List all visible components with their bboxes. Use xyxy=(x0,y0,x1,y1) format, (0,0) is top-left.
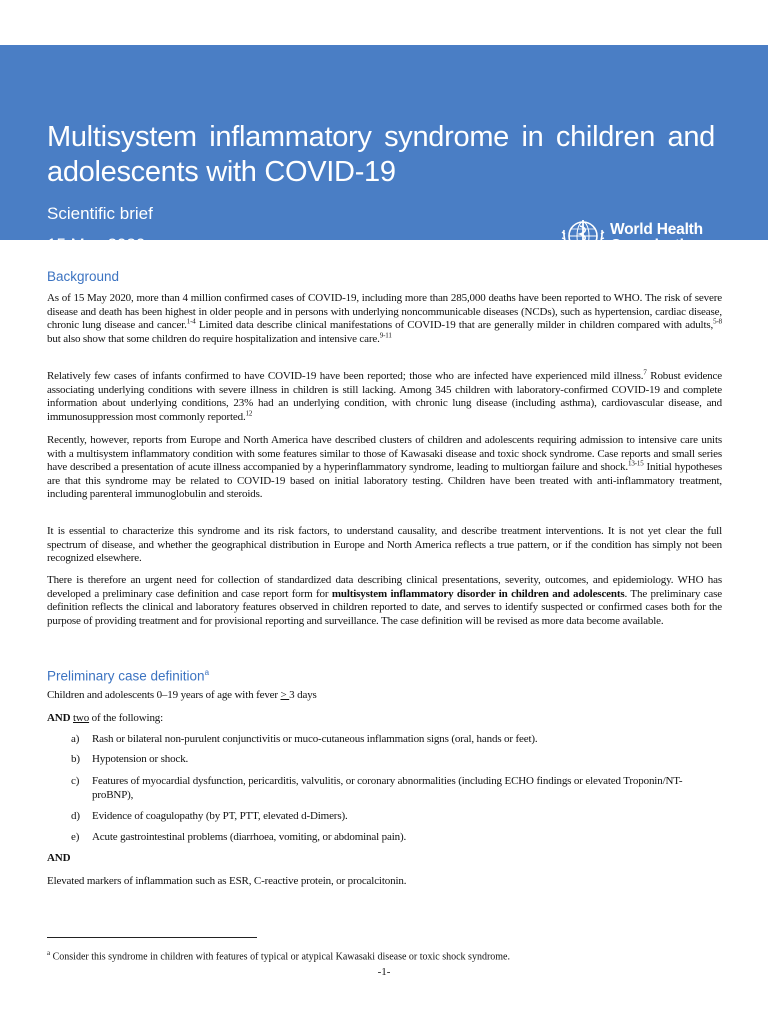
who-logo-text xyxy=(610,222,703,254)
logo-line-1: World Health xyxy=(610,221,703,238)
background-paragraph-5: There is therefore an urgent need for collection of standardized data describing clinical presentations, severity, outcomes, and epidemiology. WHO has developed a preliminary case definition and case report form for multisystem inflammatory disorder in children and adolescents. The preliminary case definition reflects the clinical and laboratory features observed in children reported to date, and serves to identify suspected or confirmed cases both for the purpose of providing treatment and for provisional reporting and surveillance. The case definition will be revised as more data become available. xyxy=(47,574,722,627)
background-paragraph-4: It is essential to characterize this syndrome and its risk factors, to understand causality, and describe treatment interventions. It is not yet clear the full spectrum of disease, and whether the geographical distribution in Europe and North America reflects a true pattern, or if the condition has simply not been recognized elsewhere. xyxy=(47,525,722,565)
who-logo xyxy=(561,217,703,259)
background-paragraph-1: As of 15 May 2020, more than 4 million confirmed cases of COVID-19, including more than 285,000 deaths have been reported to WHO. The risk of severe disease and death has been highest in older people and in persons with underlying noncommunicable diseases (NCDs), such as hypertension, cardiac disease, chronic lung disease and cancer.$^{1-4}$ Limited data describe clinical manifestations of COVID-19 that are generally milder in children compared with adults,$^{5-8}$ but also show that some children do require hospitalization and intensive care.$^{9-11}$ xyxy=(47,292,722,345)
logo-line-2: Organization xyxy=(610,237,703,254)
case-definition-age-fever: Children and adolescents 0–19 years of age with fever > 3 days xyxy=(47,689,317,701)
who-emblem-icon xyxy=(561,216,605,260)
background-paragraph-3: Recently, however, reports from Europe and North America have described clusters of children and adolescents requiring admission to intensive care units with a multisystem inflammatory condition with some features similar to those of Kawasaki disease and toxic shock syndrome. Case reports and small series have described a presentation of acute illness accompanied by a hyperinflammatory syndrome, leading to multiorgan failure and shock.$^{13-15}$ Initial hypotheses are that this syndrome may be related to COVID-19 based on initial laboratory testing. Children have been treated with anti-inflammatory treatment, including parenteral immunoglobulin and steroids. xyxy=(47,434,722,501)
background-heading: Background xyxy=(47,269,120,284)
and-two-following: AND two of the following: xyxy=(47,712,164,724)
header-banner xyxy=(0,45,768,254)
and-label-2: AND xyxy=(47,852,71,864)
page-number: -1- xyxy=(377,966,391,978)
footnote: $^a$ Consider this syndrome in children with features of typical or atypical Kawasaki disease or toxic shock syndrome. xyxy=(47,949,510,963)
background-paragraph-2: Relatively few cases of infants confirmed to have COVID-19 have been reported; those who are infected have experienced mild illness.$^7$ Robust evidence associating underlying conditions with severe illness in children is still lacking. Among 345 children with laboratory-confirmed COVID-19 and complete information about underlying conditions, 23% had an underlying condition, with chronic lung disease (including asthma), cardiovascular disease, and immunosuppression most commonly reported.$^{12}$ xyxy=(47,368,722,423)
case-definition-heading: Preliminary case definition$^a$ xyxy=(47,668,210,684)
document-date: 15 May 2020 xyxy=(47,235,146,254)
document-subtitle: Scientific brief xyxy=(47,204,153,223)
document-title: Multisystem inflammatory syndrome in children and adolescents with COVID-19 xyxy=(47,121,715,188)
inflammation-markers-line: Elevated markers of inflammation such as ESR, C-reactive protein, or procalcitonin. xyxy=(47,875,407,887)
footnote-divider xyxy=(47,937,257,938)
